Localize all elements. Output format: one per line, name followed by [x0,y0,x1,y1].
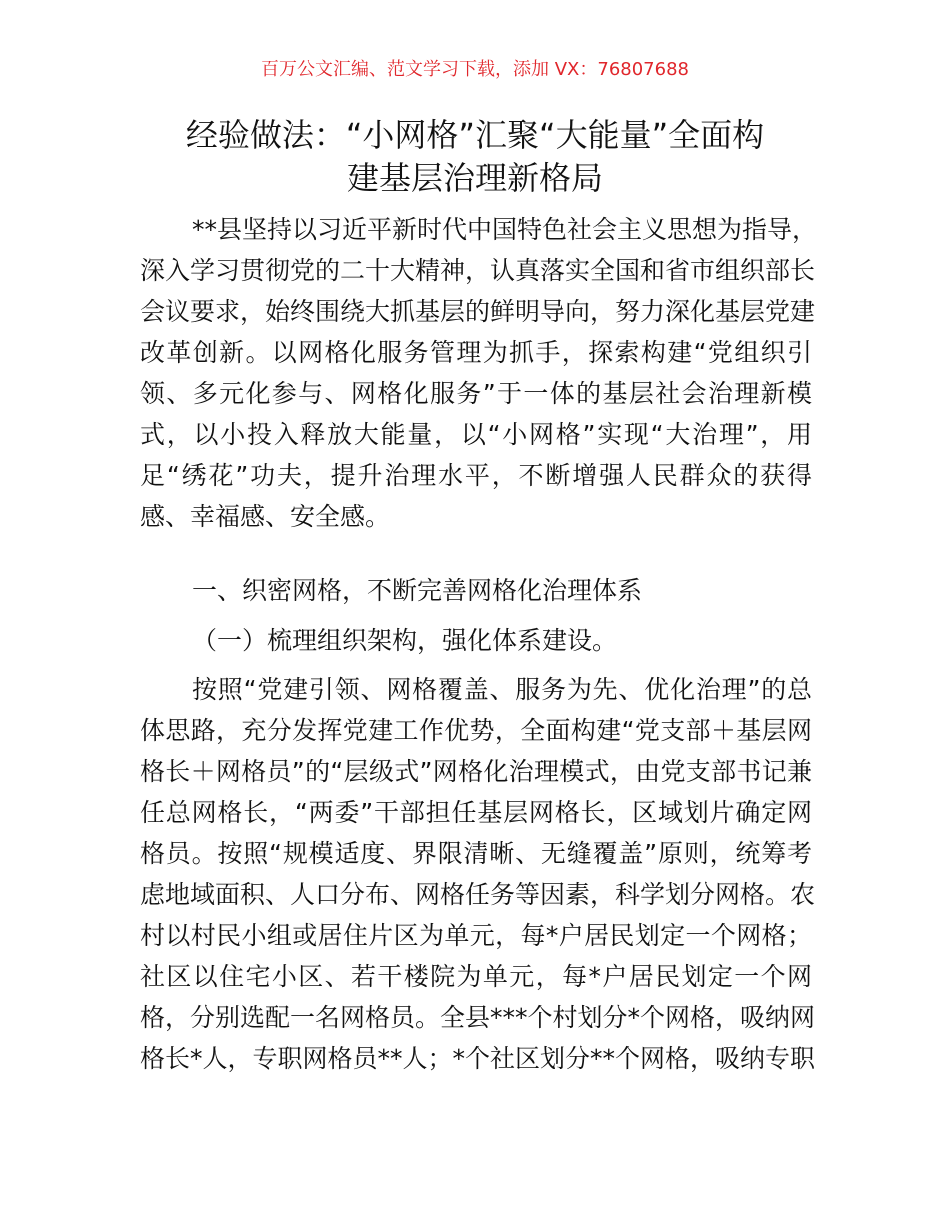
document-title [120,114,830,200]
subsection-heading [140,620,812,661]
text-line: 任总网格长，“两委”干部担任基层网格长，区域划片确定网 [140,798,812,827]
text-line: 村以村民小组或居住片区为单元，每*户居民划定一个网格； [140,921,812,950]
body-paragraph [140,669,816,1079]
text-line: 改革创新。以网格化服务管理为抓手，探索构建“党组织引 [140,338,812,367]
section-heading [140,570,812,611]
text-line: 虑地域面积、人口分布、网格任务等因素，科学划分网格。农 [140,880,816,909]
text-line: 社区以住宅小区、若干楼院为单元，每*户居民划定一个网 [140,962,812,991]
title-line: 建基层治理新格局 [346,159,603,197]
text-line: 体思路，充分发挥党建工作优势，全面构建“党支部＋基层网 [140,716,812,745]
text-line: 会议要求，始终围绕大抓基层的鲜明导向，努力深化基层党建 [140,297,816,326]
intro-paragraph [140,209,818,537]
text-line: 格长＋网格员”的“层级式”网格化治理模式，由党支部书记兼 [140,757,812,786]
text-line: 格，分别选配一名网格员。全县***个村划分*个网格，吸纳网 [140,1003,816,1032]
text-line: 格长*人，专职网格员**人；*个社区划分**个网格，吸纳专职 [140,1044,816,1073]
text-line: 格员。按照“规模适度、界限清晰、无缝覆盖”原则，统筹考 [140,839,812,868]
text-line: 按照“党建引领、网格覆盖、服务为先、优化治理”的总 [192,675,812,704]
download-banner: 百万公文汇编、范文学习下载，添加 VX：76807688 [261,59,689,80]
text-line: 领、多元化参与、网格化服务”于一体的基层社会治理新模 [140,379,812,408]
text-line: **县坚持以习近平新时代中国特色社会主义思想为指导， [192,215,818,244]
heading-text: （一）梳理组织架构，强化体系建设。 [192,626,618,655]
heading-text: 一、织密网格，不断完善网格化治理体系 [192,576,643,605]
text-line: 感、幸福感、安全感。 [140,502,391,531]
text-line: 式，以小投入释放大能量，以“小网格”实现“大治理”，用 [140,420,812,449]
text-line: 深入学习贯彻党的二十大精神，认真落实全国和省市组织部长 [140,256,816,285]
text-line: 足“绣花”功夫，提升治理水平，不断增强人民群众的获得 [140,461,812,490]
title-line: 经验做法：“小网格”汇聚“大能量”全面构 [185,116,765,154]
